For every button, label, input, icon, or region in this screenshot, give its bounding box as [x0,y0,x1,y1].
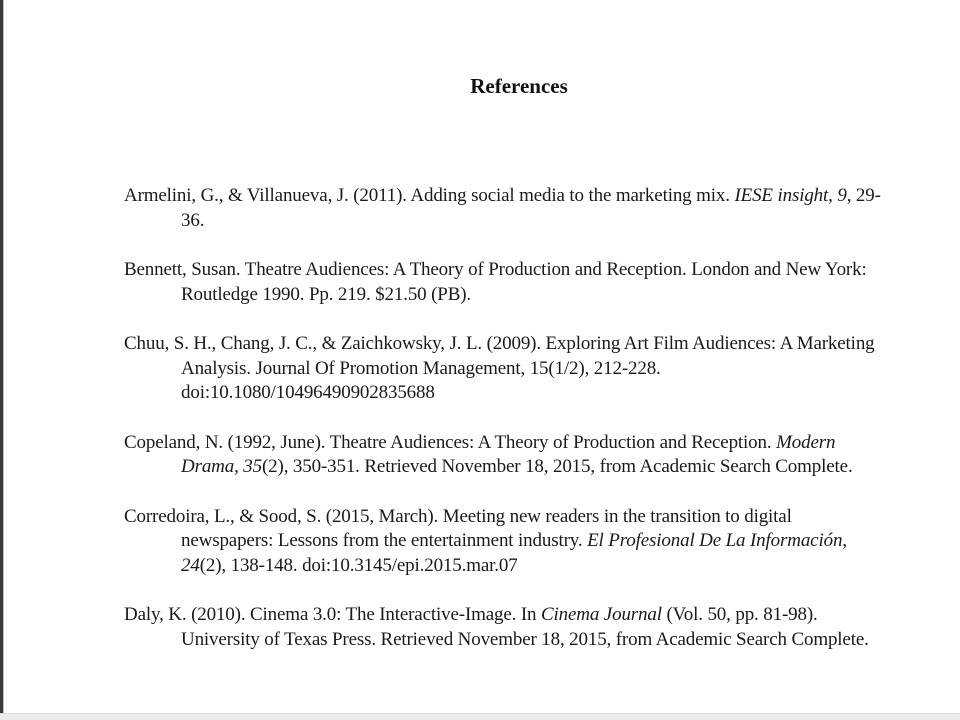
reference-entry-copeland [124,431,884,480]
journal-title: El Profesional De La Información, 24 [181,530,847,576]
reference-entry-corredoira [124,505,884,579]
document-page [4,0,960,713]
reference-list [124,184,884,677]
reference-entry-armelini [124,184,884,233]
reference-text: (2), 350-351. Retrieved November 18, 2015, from Academic Search Complete. [262,456,853,477]
reference-entry-daly [124,603,884,652]
reference-text: (2), 138-148. doi:10.3145/epi.2015.mar.07 [199,554,518,576]
journal-title: IESE insight [734,185,829,206]
journal-title: Modern Drama, 35 [181,431,836,477]
reference-entry-bennett [124,258,884,307]
reference-text: Bennett, Susan. Theatre Audiences: A Theory of Production and Reception. London and New York: Routledge 1990. Pp. 219. $21.50 (PB). [124,259,867,305]
reference-text: Chuu, S. H., Chang, J. C., & Zaichkowsky, J. L. (2009). Exploring Art Film Audiences: A Marketing Analysis. Journal Of Promotion Management, 15(1/2), 212-228. doi:10.1080/10496490902835688 [124,333,875,403]
horizontal-scrollbar-track[interactable] [0,713,960,720]
page-title: References [470,74,568,98]
reference-text: Copeland, N. (1992, June). Theatre Audiences: A Theory of Production and Reception. [124,431,777,453]
reference-entry-chuu [124,332,884,406]
volume-number: 9 [837,185,847,206]
reference-text: , 29-36. [181,185,881,231]
reference-text: Daly, K. (2010). Cinema 3.0: The Interactive-Image. In [124,604,541,625]
journal-title: Cinema Journal [541,604,662,625]
reference-text: Armelini, G., & Villanueva, J. (2011). Adding social media to the marketing mix. [124,185,735,206]
reference-text: (Vol. 50, pp. 81-98). University of Texas Press. Retrieved November 18, 2015, from Academic Search Complete. [181,604,869,650]
reference-text: , [828,185,838,206]
reference-text: Corredoira, L., & Sood, S. (2015, March). Meeting new readers in the transition to digital newspapers: Lessons from the entertainment industry. [124,505,792,551]
